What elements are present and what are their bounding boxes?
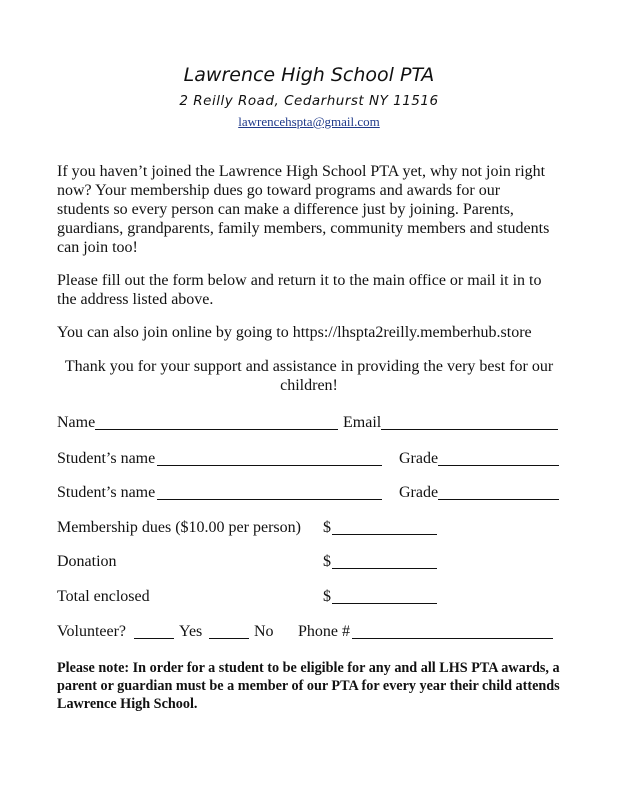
name-field[interactable] xyxy=(95,429,338,430)
text-line: Thank you for your support and assistance in providing the very best for our xyxy=(64,358,554,375)
instructions-paragraph xyxy=(57,271,541,309)
intro-paragraph xyxy=(57,162,549,257)
volunteer-yes-field[interactable] xyxy=(134,638,174,639)
total-field[interactable] xyxy=(332,603,437,604)
grade2-field[interactable] xyxy=(438,499,559,500)
student2-label: Student’s name xyxy=(57,484,156,501)
eligibility-note xyxy=(57,659,560,713)
email-label: Email xyxy=(343,414,382,431)
dues-label: Membership dues ($10.00 per person) xyxy=(57,519,301,536)
grade1-label: Grade xyxy=(399,450,439,467)
total-dollar: $ xyxy=(323,588,331,605)
phone-field[interactable] xyxy=(352,638,553,639)
text-line: Please note: In order for a student to be eligible for any and all LHS PTA awards, a xyxy=(57,660,560,676)
no-label: No xyxy=(254,623,274,640)
text-line: can join too! xyxy=(57,239,138,256)
name-label: Name xyxy=(57,414,96,431)
text-line: You can also join online by going to https://lhspta2reilly.memberhub.store xyxy=(57,324,532,341)
student2-field[interactable] xyxy=(157,499,382,500)
donation-label: Donation xyxy=(57,553,117,570)
text-line: Lawrence High School. xyxy=(57,696,198,712)
student1-label: Student’s name xyxy=(57,450,156,467)
text-line: parent or guardian must be a member of our PTA for every year their child attends xyxy=(57,678,560,694)
org-email xyxy=(0,112,618,131)
phone-label: Phone # xyxy=(298,623,350,640)
grade1-field[interactable] xyxy=(438,465,559,466)
donation-dollar: $ xyxy=(323,553,331,570)
email-link[interactable]: lawrencehspta@gmail.com xyxy=(238,114,380,129)
donation-field[interactable] xyxy=(332,568,437,569)
org-address: 2 Reilly Road, Cedarhurst NY 11516 xyxy=(179,93,439,109)
text-line: If you haven’t joined the Lawrence High School PTA yet, why not join right xyxy=(57,163,546,180)
total-label: Total enclosed xyxy=(57,588,150,605)
yes-label: Yes xyxy=(179,623,203,640)
dues-dollar: $ xyxy=(323,519,331,536)
text-line: Please fill out the form below and return it to the main office or mail it in to xyxy=(57,272,542,289)
text-line: children! xyxy=(280,377,338,394)
text-line: guardians, grandparents, family members, community members and students xyxy=(57,220,550,237)
text-line: now? Your membership dues go toward programs and awards for our xyxy=(57,182,501,199)
thanks-paragraph xyxy=(0,357,618,395)
dues-field[interactable] xyxy=(332,534,437,535)
org-title: Lawrence High School PTA xyxy=(183,64,435,86)
grade2-label: Grade xyxy=(399,484,439,501)
email-field[interactable] xyxy=(381,429,558,430)
volunteer-no-field[interactable] xyxy=(209,638,249,639)
text-line: students so every person can make a difference just by joining. Parents, xyxy=(57,201,514,218)
student1-field[interactable] xyxy=(157,465,382,466)
text-line: the address listed above. xyxy=(57,291,214,308)
volunteer-label: Volunteer? xyxy=(57,623,127,640)
online-paragraph xyxy=(57,323,532,342)
